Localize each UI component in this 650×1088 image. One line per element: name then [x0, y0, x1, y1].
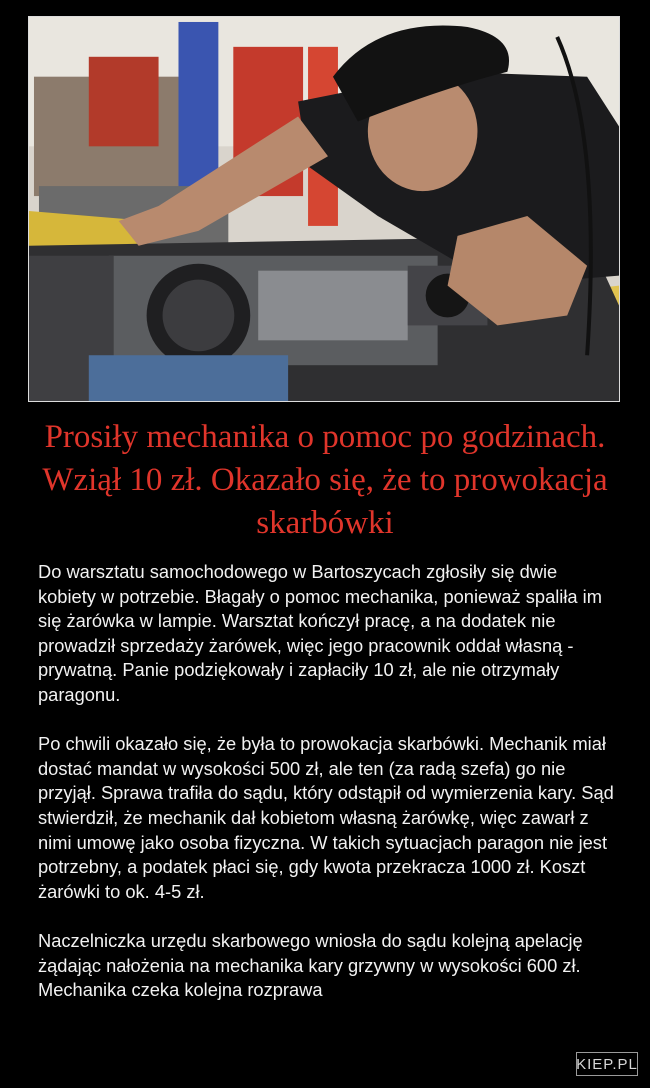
- article-body: [38, 560, 618, 1027]
- kiep-logo: KIEP.PL: [576, 1052, 638, 1076]
- article-photo: [28, 16, 620, 402]
- article-paragraph: Do warsztatu samochodowego w Bartoszycach zgłosiły się dwie kobiety w potrzebie. Błagały o pomoc mechanika, ponieważ spaliła im się żarówka w lampie. Warsztat kończył pracę, a na dodatek nie prowadził sprzedaży żarówek, więc jego pracownik oddał własną - prywatną. Panie podziękowały i zapłaciły 10 zł, ale nie otrzymały paragonu.: [38, 561, 602, 705]
- article-paragraph: Naczelniczka urzędu skarbowego wniosła do sądu kolejną apelację żądając nałożenia na mechanika kary grzywny w wysokości 600 zł. Mechanika czeka kolejna rozprawa: [38, 929, 583, 1001]
- mechanic-engine-photo: [29, 17, 619, 401]
- article-headline: Prosiły mechanika o pomoc po godzinach. Wziął 10 zł. Okazało się, że to prowokacja skarbówki: [42, 419, 608, 541]
- article-paragraph: Po chwili okazało się, że była to prowokacja skarbówki. Mechanik miał dostać mandat w wysokości 500 zł, ale ten (za radą szefa) go nie przyjął. Sprawa trafiła do sądu, który odstąpił od wymierzenia kary. Sąd stwierdził, że mechanik dał kobietom własną żarówkę, więc zawarł z nimi umowę jako osoba fizyczna. W takich sytuacjach paragon nie jest potrzebny, a podatek płaci się, gdy kwota przekracza 1000 zł. Koszt żarówki to ok. 4-5 zł.: [38, 733, 614, 902]
